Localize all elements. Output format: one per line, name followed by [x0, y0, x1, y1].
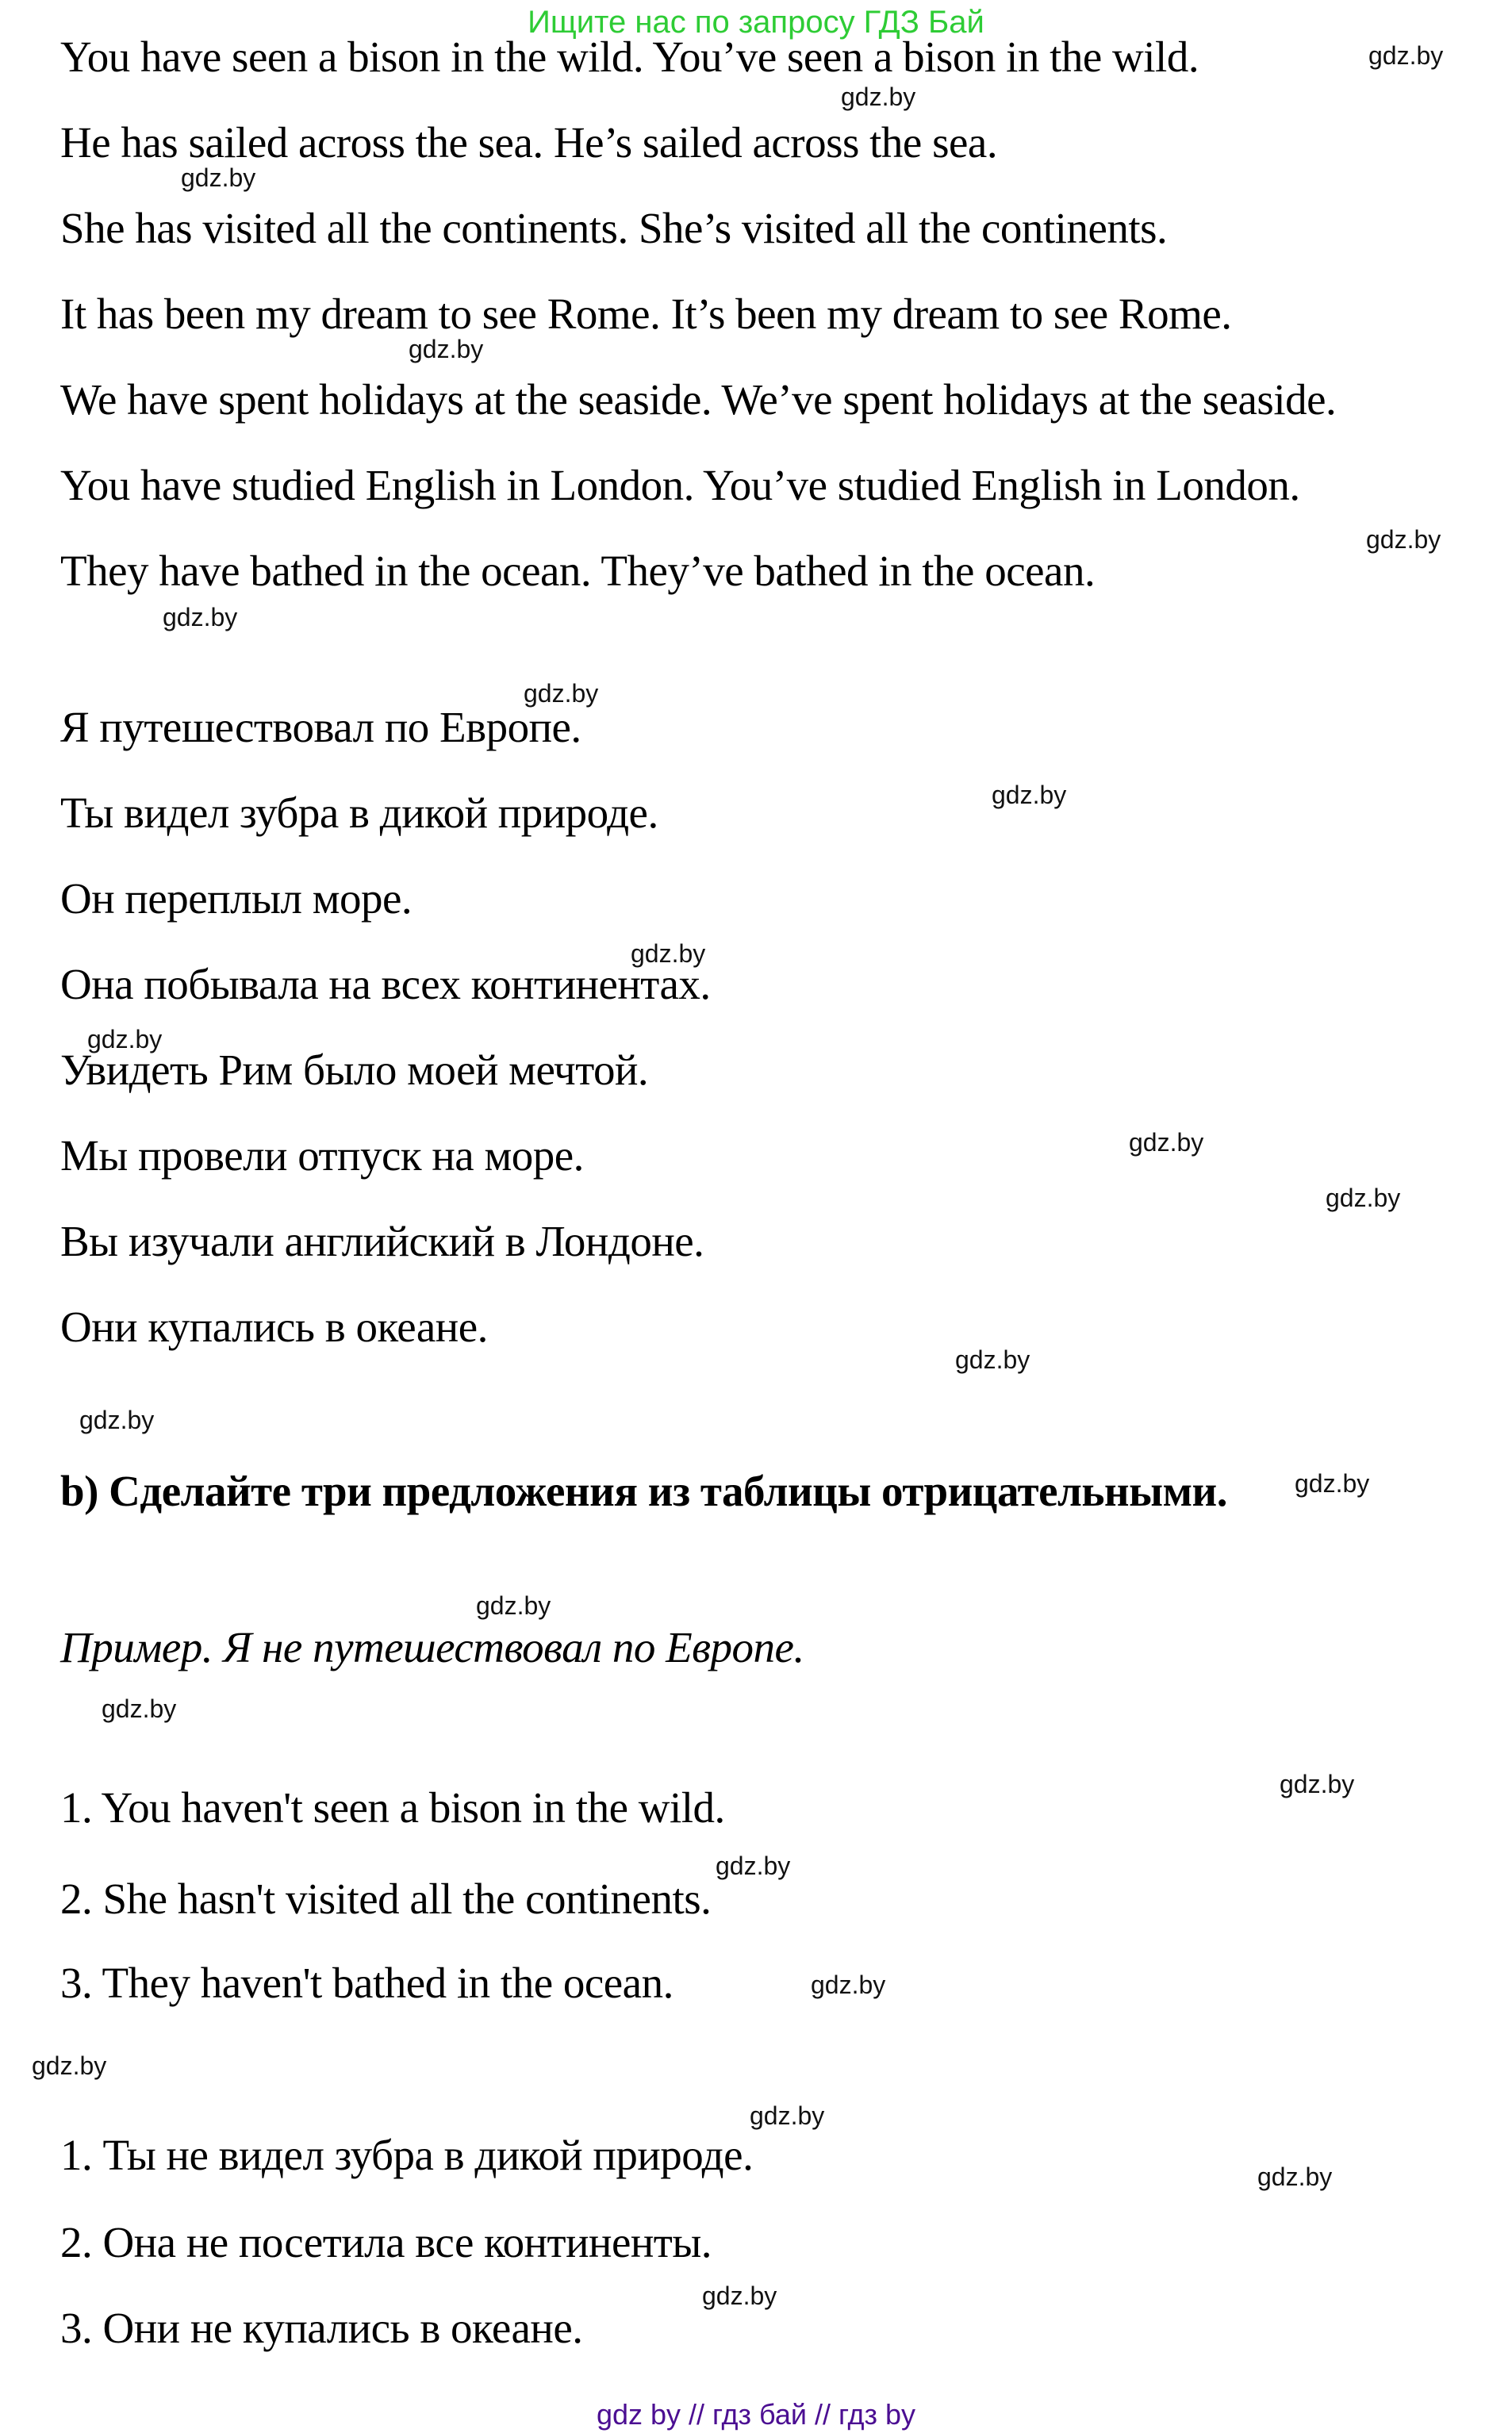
gdz-watermark: gdz.by	[992, 781, 1067, 809]
gdz-watermark: gdz.by	[87, 1025, 163, 1053]
sentence-line-english-pairs: You have seen a bison in the wild. You’ve seen a bison in the wild.	[60, 33, 1199, 81]
sentence-line-task-b-heading: b) Сделайте три предложения из таблицы отрицательными.	[60, 1467, 1227, 1515]
gdz-watermark: gdz.by	[524, 679, 599, 708]
sentence-line-english-negatives: 2. She hasn't visited all the continents.	[60, 1875, 712, 1923]
gdz-watermark: gdz.by	[409, 335, 484, 363]
gdz-watermark: gdz.by	[841, 83, 916, 111]
gdz-watermark: gdz.by	[181, 163, 256, 192]
gdz-watermark: gdz.by	[716, 1852, 791, 1880]
sentence-line-russian-negatives: 2. Она не посетила все континенты.	[60, 2218, 712, 2266]
gdz-watermark: gdz.by	[1280, 1770, 1355, 1798]
gdz-watermark: gdz.by	[1129, 1128, 1204, 1157]
sentence-line-russian-translations: Они купались в океане.	[60, 1303, 488, 1351]
sentence-line-english-pairs: It has been my dream to see Rome. It’s been my dream to see Rome.	[60, 290, 1232, 338]
sentence-line-russian-negatives: 1. Ты не видел зубра в дикой природе.	[60, 2131, 754, 2179]
sentence-line-english-negatives: 1. You haven't seen a bison in the wild.	[60, 1783, 725, 1832]
gdz-watermark: gdz.by	[163, 603, 238, 631]
sentence-line-russian-translations: Мы провели отпуск на море.	[60, 1131, 584, 1180]
footer-watermark-text: gdz by // гдз бай // гдз by	[596, 2398, 916, 2431]
sentence-line-english-pairs: She has visited all the continents. She’s visited all the continents.	[60, 204, 1168, 252]
gdz-watermark: gdz.by	[750, 2101, 825, 2130]
sentence-line-russian-translations: Ты видел зубра в дикой природе.	[60, 789, 658, 837]
promo-header-text: Ищите нас по запросу ГДЗ Бай	[528, 5, 984, 40]
sentence-line-russian-translations: Он переплыл море.	[60, 874, 413, 923]
gdz-watermark: gdz.by	[32, 2051, 107, 2080]
sentence-line-english-pairs: We have spent holidays at the seaside. We’ve spent holidays at the seaside.	[60, 375, 1337, 424]
gdz-watermark: gdz.by	[631, 939, 706, 968]
gdz-watermark: gdz.by	[79, 1406, 155, 1434]
gdz-watermark: gdz.by	[1295, 1469, 1370, 1498]
sentence-line-example: Пример. Я не путешествовал по Европе.	[60, 1623, 804, 1671]
sentence-line-russian-translations: Я путешествовал по Европе.	[60, 703, 581, 751]
gdz-watermark: gdz.by	[1257, 2162, 1333, 2191]
sentence-line-english-pairs: You have studied English in London. You’ve studied English in London.	[60, 461, 1300, 509]
gdz-watermark: gdz.by	[102, 1694, 177, 1723]
sentence-line-russian-negatives: 3. Они не купались в океане.	[60, 2304, 583, 2352]
gdz-watermark: gdz.by	[1368, 41, 1444, 70]
sentence-line-english-negatives: 3. They haven't bathed in the ocean.	[60, 1959, 673, 2007]
sentence-line-russian-translations: Вы изучали английский в Лондоне.	[60, 1217, 704, 1265]
gdz-watermark: gdz.by	[1326, 1184, 1401, 1212]
sentence-line-russian-translations: Увидеть Рим было моей мечтой.	[60, 1046, 649, 1094]
gdz-watermark: gdz.by	[702, 2281, 777, 2310]
gdz-watermark: gdz.by	[955, 1345, 1030, 1374]
gdz-watermark: gdz.by	[811, 1971, 886, 1999]
sentence-line-english-pairs: He has sailed across the sea. He’s sailed across the sea.	[60, 118, 998, 167]
sentence-line-russian-translations: Она побывала на всех континентах.	[60, 960, 711, 1008]
sentence-line-english-pairs: They have bathed in the ocean. They’ve bathed in the ocean.	[60, 547, 1096, 595]
gdz-watermark: gdz.by	[476, 1591, 551, 1620]
gdz-watermark: gdz.by	[1366, 525, 1441, 554]
